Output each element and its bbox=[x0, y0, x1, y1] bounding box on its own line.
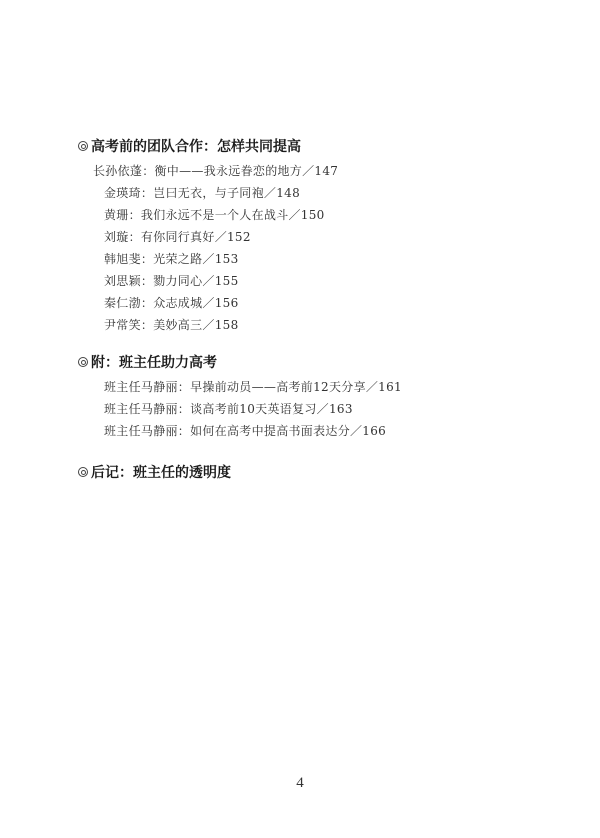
section-heading-team bbox=[78, 136, 301, 156]
section-heading-afterword bbox=[78, 462, 231, 482]
toc-entry: 刘思颖：勠力同心／155 bbox=[104, 274, 239, 288]
section-title: 附：班主任助力高考 bbox=[91, 355, 217, 371]
double-circle-bullet-icon bbox=[78, 357, 88, 367]
toc-entry: 金瑛琦：岂曰无衣，与子同袍／148 bbox=[104, 186, 301, 200]
toc-entry: 刘璇：有你同行真好／152 bbox=[104, 230, 251, 244]
page-number: 4 bbox=[296, 775, 304, 791]
toc-entry: 尹常笑：美妙高三／158 bbox=[104, 318, 239, 332]
toc-entry: 长孙依蓬：衡中——我永远眷恋的地方／147 bbox=[93, 164, 339, 178]
double-circle-bullet-icon bbox=[78, 467, 88, 477]
toc-entry: 班主任马静丽：早操前动员——高考前12天分享／161 bbox=[104, 380, 402, 394]
toc-entry: 班主任马静丽：谈高考前10天英语复习／163 bbox=[104, 402, 353, 416]
double-circle-bullet-icon bbox=[78, 141, 88, 151]
section-title: 高考前的团队合作：怎样共同提高 bbox=[91, 139, 301, 155]
toc-entry: 班主任马静丽：如何在高考中提高书面表达分／166 bbox=[104, 424, 387, 438]
section-title: 后记：班主任的透明度 bbox=[91, 465, 231, 481]
toc-entry: 韩旭斐：光荣之路／153 bbox=[104, 252, 239, 266]
toc-entry: 黄珊：我们永远不是一个人在战斗／150 bbox=[104, 208, 325, 222]
section-heading-appendix bbox=[78, 352, 217, 372]
toc-entry: 秦仁渤：众志成城／156 bbox=[104, 296, 239, 310]
